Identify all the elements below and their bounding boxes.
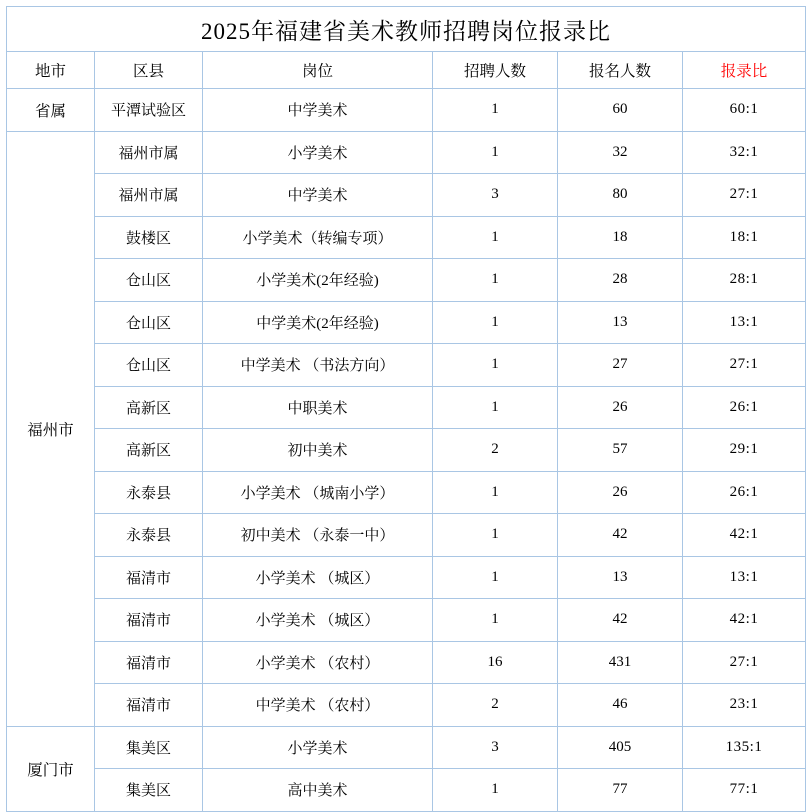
table-row <box>7 641 806 684</box>
post-cell: 小学美术 <box>203 726 433 769</box>
table-body <box>7 7 806 812</box>
district-cell: 高新区 <box>95 429 203 472</box>
hire-count-cell: 1 <box>433 556 558 599</box>
ratio-cell: 26:1 <box>683 471 806 514</box>
hire-count-cell: 1 <box>433 259 558 302</box>
column-header-district: 区县 <box>95 52 203 89</box>
ratio-cell: 23:1 <box>683 684 806 727</box>
ratio-cell: 77:1 <box>683 769 806 812</box>
hire-count-cell: 2 <box>433 684 558 727</box>
post-cell: 中学美术 <box>203 174 433 217</box>
ratio-cell: 29:1 <box>683 429 806 472</box>
ratio-cell: 135:1 <box>683 726 806 769</box>
hire-count-cell: 1 <box>433 89 558 132</box>
page-title: 2025年福建省美术教师招聘岗位报录比 <box>7 7 806 52</box>
hire-count-cell: 16 <box>433 641 558 684</box>
table-row <box>7 174 806 217</box>
hire-count-cell: 2 <box>433 429 558 472</box>
post-cell: 初中美术 （永泰一中） <box>203 514 433 557</box>
ratio-cell: 27:1 <box>683 344 806 387</box>
district-cell: 福清市 <box>95 556 203 599</box>
table-row <box>7 344 806 387</box>
ratio-cell: 13:1 <box>683 556 806 599</box>
district-cell: 福州市属 <box>95 174 203 217</box>
ratio-cell: 42:1 <box>683 514 806 557</box>
table-row <box>7 769 806 812</box>
apply-count-cell: 431 <box>558 641 683 684</box>
table-row <box>7 684 806 727</box>
ratio-cell: 28:1 <box>683 259 806 302</box>
column-header-apply-count: 报名人数 <box>558 52 683 89</box>
ratio-cell: 13:1 <box>683 301 806 344</box>
ratio-cell: 60:1 <box>683 89 806 132</box>
table-row <box>7 514 806 557</box>
post-cell: 小学美术 <box>203 131 433 174</box>
table-row <box>7 429 806 472</box>
apply-count-cell: 28 <box>558 259 683 302</box>
table-row <box>7 471 806 514</box>
table-row <box>7 556 806 599</box>
apply-count-cell: 77 <box>558 769 683 812</box>
column-header-city: 地市 <box>7 52 95 89</box>
post-cell: 小学美术 （城区） <box>203 599 433 642</box>
title-row <box>7 7 806 52</box>
hire-count-cell: 3 <box>433 726 558 769</box>
post-cell: 小学美术 （城区） <box>203 556 433 599</box>
post-cell: 中学美术 （农村） <box>203 684 433 727</box>
ratio-cell: 27:1 <box>683 641 806 684</box>
ratio-cell: 18:1 <box>683 216 806 259</box>
table-row <box>7 386 806 429</box>
hire-count-cell: 3 <box>433 174 558 217</box>
table-row <box>7 131 806 174</box>
column-header-ratio: 报录比 <box>683 52 806 89</box>
district-cell: 永泰县 <box>95 514 203 557</box>
table-row <box>7 259 806 302</box>
district-cell: 鼓楼区 <box>95 216 203 259</box>
apply-count-cell: 18 <box>558 216 683 259</box>
ratio-cell: 32:1 <box>683 131 806 174</box>
district-cell: 福清市 <box>95 684 203 727</box>
post-cell: 初中美术 <box>203 429 433 472</box>
apply-count-cell: 27 <box>558 344 683 387</box>
apply-count-cell: 13 <box>558 301 683 344</box>
district-cell: 集美区 <box>95 769 203 812</box>
apply-count-cell: 60 <box>558 89 683 132</box>
hire-count-cell: 1 <box>433 386 558 429</box>
post-cell: 中学美术 <box>203 89 433 132</box>
table-row <box>7 216 806 259</box>
apply-count-cell: 26 <box>558 386 683 429</box>
district-cell: 平潭试验区 <box>95 89 203 132</box>
ratio-cell: 27:1 <box>683 174 806 217</box>
district-cell: 高新区 <box>95 386 203 429</box>
district-cell: 仓山区 <box>95 344 203 387</box>
hire-count-cell: 1 <box>433 344 558 387</box>
district-cell: 仓山区 <box>95 259 203 302</box>
post-cell: 中职美术 <box>203 386 433 429</box>
apply-count-cell: 57 <box>558 429 683 472</box>
district-cell: 福清市 <box>95 599 203 642</box>
column-header-hire-count: 招聘人数 <box>433 52 558 89</box>
district-cell: 集美区 <box>95 726 203 769</box>
city-cell: 省属 <box>7 89 95 132</box>
ratio-cell: 42:1 <box>683 599 806 642</box>
table-row <box>7 726 806 769</box>
post-cell: 小学美术（转编专项） <box>203 216 433 259</box>
apply-count-cell: 26 <box>558 471 683 514</box>
district-cell: 仓山区 <box>95 301 203 344</box>
ratio-cell: 26:1 <box>683 386 806 429</box>
city-cell: 福州市 <box>7 131 95 726</box>
table-row <box>7 89 806 132</box>
hire-count-cell: 1 <box>433 769 558 812</box>
post-cell: 小学美术(2年经验) <box>203 259 433 302</box>
post-cell: 小学美术 （农村） <box>203 641 433 684</box>
hire-count-cell: 1 <box>433 131 558 174</box>
apply-count-cell: 46 <box>558 684 683 727</box>
hire-count-cell: 1 <box>433 216 558 259</box>
hire-count-cell: 1 <box>433 471 558 514</box>
city-cell: 厦门市 <box>7 726 95 811</box>
apply-count-cell: 32 <box>558 131 683 174</box>
apply-count-cell: 42 <box>558 599 683 642</box>
hire-count-cell: 1 <box>433 599 558 642</box>
hire-count-cell: 1 <box>433 514 558 557</box>
apply-count-cell: 13 <box>558 556 683 599</box>
post-cell: 高中美术 <box>203 769 433 812</box>
apply-count-cell: 80 <box>558 174 683 217</box>
apply-count-cell: 42 <box>558 514 683 557</box>
district-cell: 永泰县 <box>95 471 203 514</box>
post-cell: 小学美术 （城南小学） <box>203 471 433 514</box>
post-cell: 中学美术(2年经验) <box>203 301 433 344</box>
column-header-post: 岗位 <box>203 52 433 89</box>
table-row <box>7 599 806 642</box>
district-cell: 福清市 <box>95 641 203 684</box>
table-row <box>7 301 806 344</box>
apply-count-cell: 405 <box>558 726 683 769</box>
header-row <box>7 52 806 89</box>
post-cell: 中学美术 （书法方向） <box>203 344 433 387</box>
recruitment-ratio-table <box>6 6 806 812</box>
hire-count-cell: 1 <box>433 301 558 344</box>
district-cell: 福州市属 <box>95 131 203 174</box>
